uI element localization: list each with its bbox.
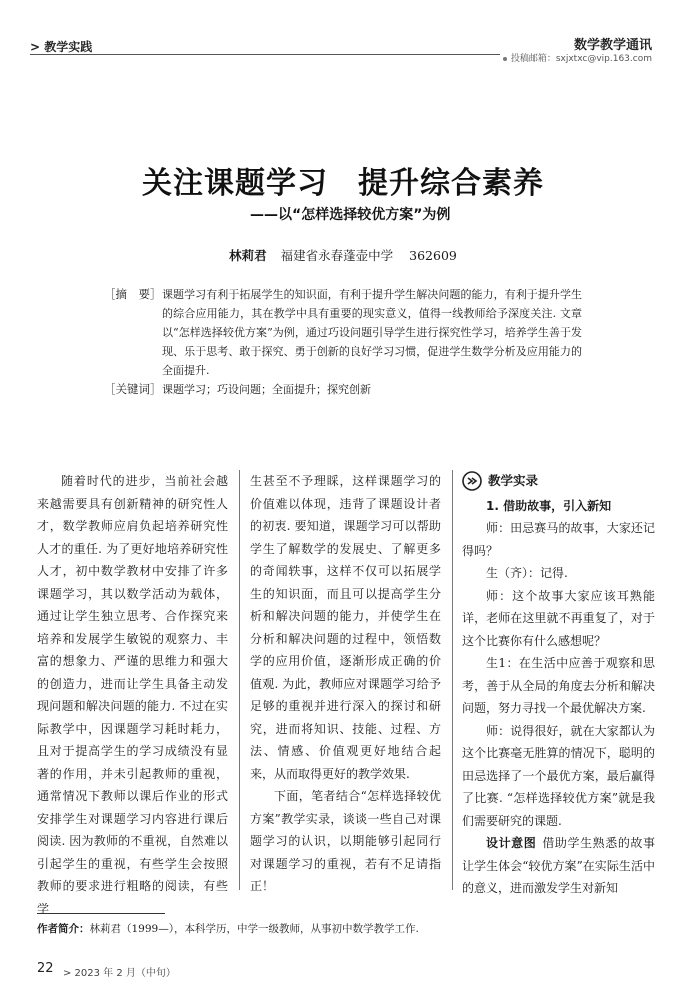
section-badge-icon: [462, 471, 482, 491]
paragraph: 随着时代的进步，当前社会越来越需要具有创新精神的研究性人才，数学教师应肩负起培养研究性人才的重任. 为了更好地培养研究性人才，初中数学教材中安排了许多课题学习，其以数学活动为载体，通过让学生独立思考、合作探究来培养和发展学生敏锐的观察力、丰富的想象力、严谨的思维力和强大的创造力，进而让学生具备主动发现问题和解决问题的能力. 不过在实际教学中，因课题学习耗时耗力，且对于提高学生的学习成绩没有显著的作用，并未引起教师的重视，通常情况下教师以课后作业的形式安排学生对课题学习内容进行课后阅读. 因为教师的不重视，自然难以引起学生的重视，有些学生会按照教师的要求进行粗略的阅读，有些学: [37, 474, 228, 916]
submission-email: [503, 51, 652, 64]
journal-title: 数学教学通讯: [573, 38, 652, 53]
author-name: 林莉君: [229, 248, 267, 263]
keywords-text: 课题学习；巧设问题；全面提升；探究创新: [162, 383, 371, 396]
abstract-label: ［摘 要］: [104, 287, 162, 301]
subsection-heading: 1. 借助故事，引入新知: [486, 498, 612, 513]
bullet-icon: [503, 57, 507, 61]
body-column-1: [37, 470, 228, 920]
body-column-3: [462, 470, 655, 900]
author-affiliation: 福建省永春蓬壶中学: [280, 248, 394, 263]
footnote-label: 作者简介：: [37, 923, 90, 935]
body-column-2: [250, 470, 441, 898]
footnote-text: 林莉君（1999—），本科学历，中学一级教师，从事初中数学教学工作.: [89, 923, 419, 935]
article-title: [0, 158, 686, 202]
article-subtitle: ——以“怎样选择较优方案”为例: [250, 207, 451, 223]
section-heading: [462, 470, 655, 493]
header-divider: [30, 54, 500, 55]
section-heading-text: 教学实录: [488, 473, 539, 488]
abstract-text: 课题学习有利于拓展学生的知识面，有利于提升学生解决问题的能力，有利于提升学生的综合应用能力，其在教学中具有重要的现实意义，值得一线教师给予深度关注. 文章以“怎样选择较优方案”为例，通过巧设问题引导学生进行探究性学习，培养学生善于发现、乐于思考、敢于探究、勇于创新的良好学习习惯，促进学生数学分析及应用能力的全面提升.: [162, 288, 582, 377]
paragraph: 生甚至不予理睬，这样课题学习的价值难以体现，违背了课题设计者的初衷. 要知道，课题学习可以帮助学生了解数学的发展史、了解更多的奇闻轶事，这样不仅可以拓展学生的知识面，而且可以提高学生分析和解决问题的能力，并使学生在分析和解决问题的过程中，领悟数学的应用价值，逐渐形成正确的价值观. 为此，教师应对课题学习给予足够的重视并进行深入的探讨和研究，进而将知识、技能、过程、方法、情感、价值观更好地结合起来，从而取得更好的教学效果.: [250, 474, 441, 781]
title-part-1: 关注课题学习: [142, 166, 328, 201]
design-intent-text: 借助学生熟悉的故事让学生体会“较优方案”在实际生活中的意义，进而激发学生对新知: [462, 836, 655, 895]
author-footnote: [37, 921, 419, 936]
design-intent-label: 设计意图: [486, 836, 537, 850]
author-line: [0, 246, 686, 264]
footnote-divider: [37, 913, 165, 914]
author-zip: 362609: [409, 248, 457, 263]
dialogue-line: 师：说得很好，就在大家都认为这个比赛毫无胜算的情况下，聪明的田忌选择了一个最优方案，最后赢得了比赛. “怎样选择较优方案”就是我们需要研究的课题.: [462, 723, 655, 828]
column-divider: [452, 470, 453, 890]
design-intent: [462, 832, 655, 900]
column-divider: [239, 470, 240, 890]
paragraph: 下面，笔者结合“怎样选择较优方案”教学实录，谈谈一些自己对课题学习的认识，以期能够引起同行对课题学习的重视，若有不足请指正！: [250, 789, 441, 893]
dialogue-line: 生1：在生活中应善于观察和思考，善于从全局的角度去分析和解决问题，努力寻找一个最优解决方案.: [462, 656, 655, 715]
dialogue-line: 生（齐）：记得.: [486, 566, 568, 580]
keywords-label: ［关键词］: [104, 382, 162, 396]
abstract-block: [104, 285, 582, 396]
email-text: 投稿邮箱：sxjxtxc@vip.163.com: [510, 54, 652, 64]
title-part-2: 提升综合素养: [358, 166, 544, 201]
section-label: > 教学实践: [30, 40, 93, 54]
keywords-row: [104, 380, 582, 399]
dialogue-line: 师：田忌赛马的故事，大家还记得吗？: [462, 521, 655, 558]
issue-date: > 2023 年 2 月（中旬）: [63, 968, 176, 979]
page-number: 22: [37, 961, 54, 976]
dialogue-line: 师：这个故事大家应该耳熟能详，老师在这里就不再重复了，对于这个比赛你有什么感想呢？: [462, 588, 655, 648]
